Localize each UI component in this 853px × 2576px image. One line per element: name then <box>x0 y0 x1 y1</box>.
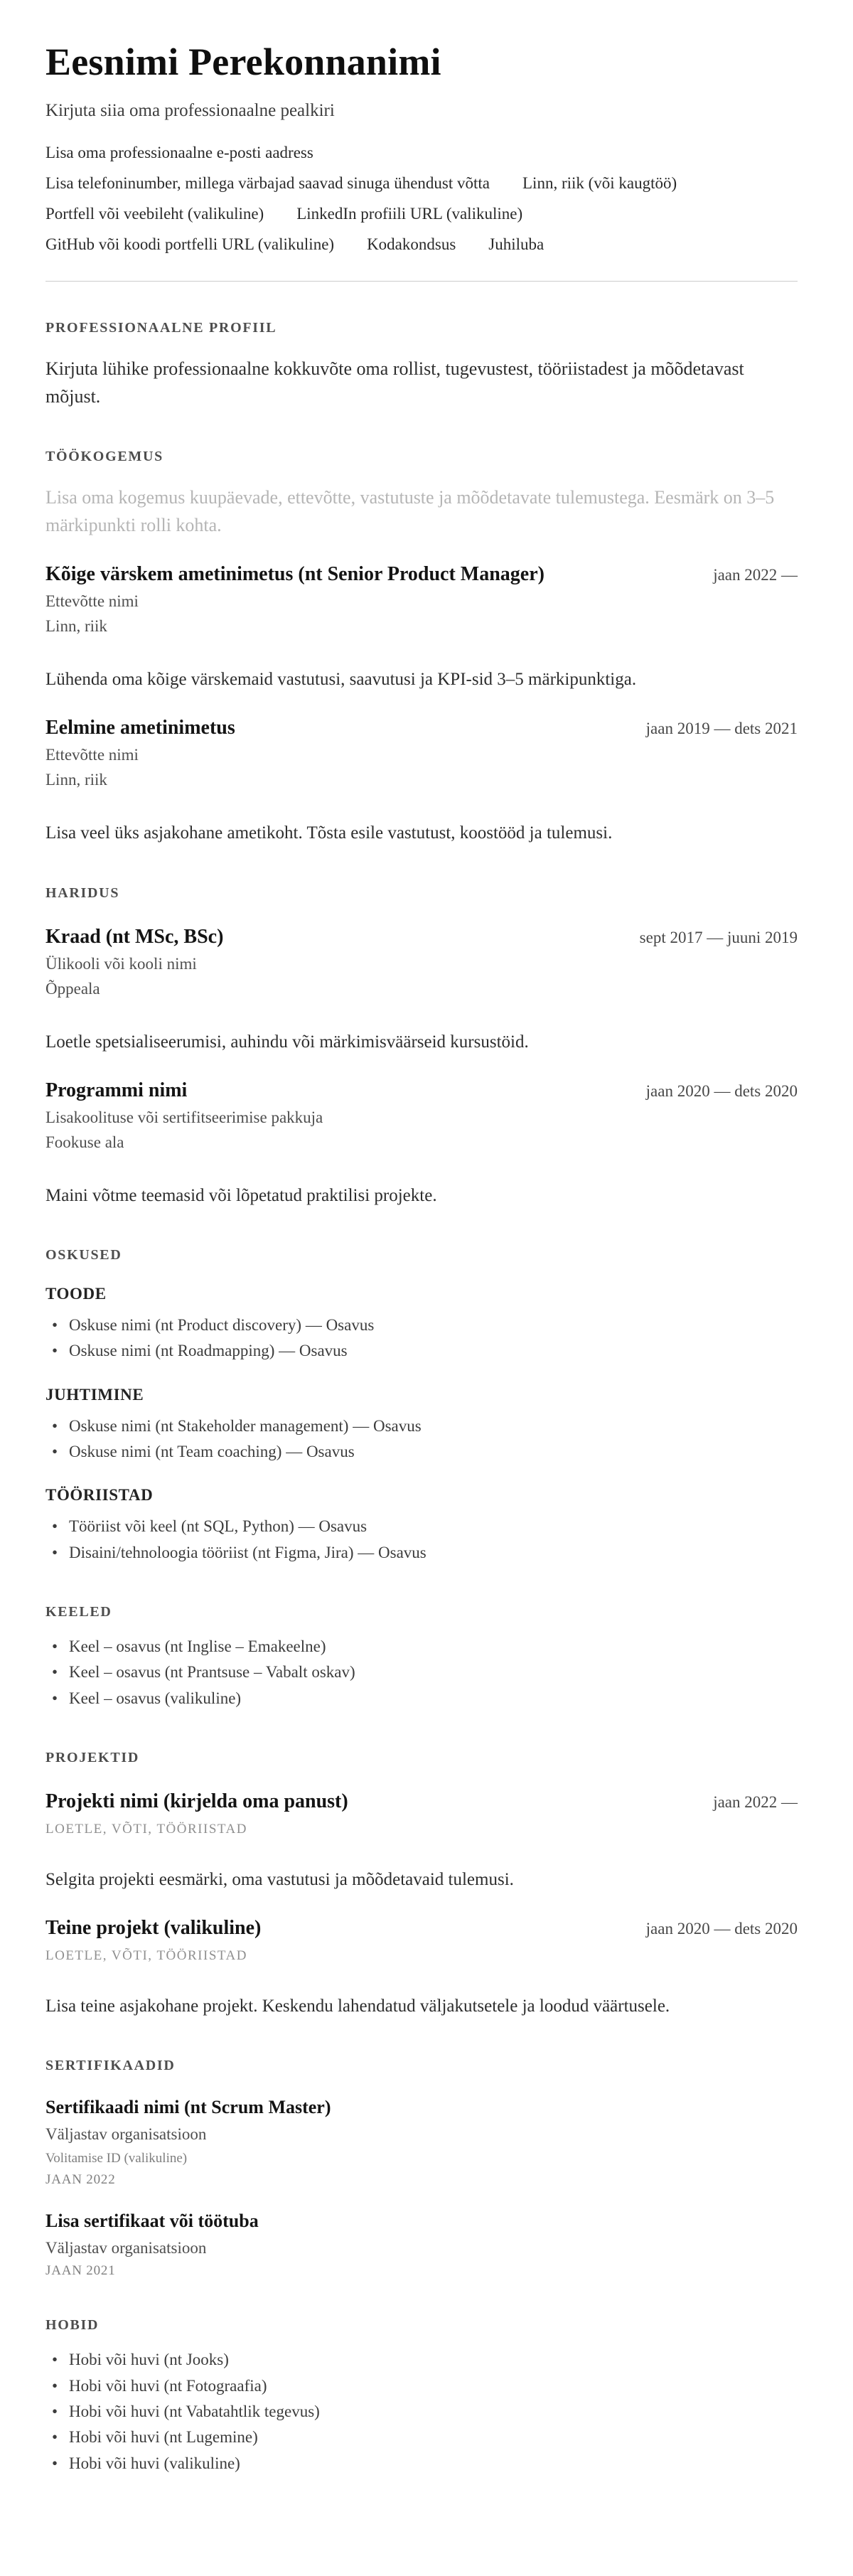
section-skills <box>45 1247 798 1566</box>
skill-list <box>45 1313 798 1364</box>
certification-entry <box>45 2211 798 2279</box>
school-name: Ülikooli või kooli nimi <box>45 954 197 973</box>
project-dates: jaan 2020 — dets 2020 <box>645 1920 798 1938</box>
job-description: Lühenda oma kõige värskemaid vastutusi, saavutusi ja KPI-sid 3–5 märkipunktiga. <box>45 670 637 689</box>
company-name: Ettevõtte nimi <box>45 592 139 610</box>
certifications-heading: SERTIFIKAADID <box>45 2058 176 2074</box>
project-entry <box>45 1917 798 2019</box>
certification-credential-id: Volitamise ID (valikuline) <box>45 2151 188 2166</box>
skill-group-title: TÖÖRIISTAD <box>45 1486 154 1505</box>
resume-header <box>45 40 798 282</box>
entry-header <box>45 717 798 739</box>
project-title: Teine projekt (valikuline) <box>45 1917 262 1940</box>
language-item: • Keel – osavus (valikuline) <box>45 1686 798 1711</box>
company-name: Ettevõtte nimi <box>45 746 139 764</box>
section-hobbies <box>45 2317 798 2476</box>
section-languages <box>45 1604 798 1711</box>
entry-header <box>45 1079 798 1102</box>
field-of-study: Õppeala <box>45 979 100 998</box>
skill-item: • Oskuse nimi (nt Stakeholder management) — Osavus <box>45 1413 798 1439</box>
entry-header <box>45 1917 798 1940</box>
entry-header <box>45 563 798 586</box>
language-item: • Keel – osavus (nt Inglise – Emakeelne) <box>45 1634 798 1660</box>
experience-entry <box>45 717 798 846</box>
experience-entry <box>45 563 798 693</box>
certification-title: Lisa sertifikaat või töötuba <box>45 2211 259 2232</box>
hobby-item: • Hobi või huvi (nt Jooks) <box>45 2347 798 2373</box>
skill-item: • Tööriist või keel (nt SQL, Python) — Osavus <box>45 1514 798 1539</box>
education-dates: sept 2017 — juuni 2019 <box>639 928 798 946</box>
project-dates: jaan 2022 — <box>713 1792 798 1811</box>
full-name: Eesnimi Perekonnanimi <box>45 41 441 83</box>
project-keywords: LOETLE, VÕTI, TÖÖRIISTAD <box>45 1948 247 1964</box>
entry-header <box>45 926 798 948</box>
skills-heading: OSKUSED <box>45 1247 122 1263</box>
job-description: Lisa veel üks asjakohane ametikoht. Tõsta esile vastutust, koostööd ja tulemusi. <box>45 823 613 843</box>
job-location: Linn, riik <box>45 617 107 635</box>
section-projects <box>45 1750 798 2020</box>
education-heading: HARIDUS <box>45 885 120 901</box>
section-certifications <box>45 2058 798 2279</box>
education-description: Loetle spetsialiseerumisi, auhindu või märkimisväärseid kursustöid. <box>45 1032 529 1052</box>
skill-list <box>45 1514 798 1566</box>
header-divider <box>45 281 798 282</box>
contact-location: Linn, riik (või kaugtöö) <box>522 174 677 192</box>
skill-item: • Disaini/tehnoloogia tööriist (nt Figma, Jira) — Osavus <box>45 1540 798 1566</box>
entry-header <box>45 1790 798 1813</box>
project-keywords: LOETLE, VÕTI, TÖÖRIISTAD <box>45 1821 247 1837</box>
hobby-list <box>45 2347 798 2476</box>
job-location: Linn, riik <box>45 771 107 789</box>
field-of-study: Fookuse ala <box>45 1133 124 1151</box>
professional-title: Kirjuta siia oma professionaalne pealkiri <box>45 101 335 120</box>
hobby-item: • Hobi või huvi (nt Lugemine) <box>45 2425 798 2450</box>
skill-group-title: TOODE <box>45 1285 107 1303</box>
skill-group-title: JUHTIMINE <box>45 1385 144 1404</box>
hobby-item: • Hobi või huvi (nt Fotograafia) <box>45 2373 798 2399</box>
languages-heading: KEELED <box>45 1603 112 1620</box>
contact-email: Lisa oma professionaalne e-posti aadress <box>45 144 313 161</box>
skill-list <box>45 1413 798 1465</box>
education-entry <box>45 926 798 1055</box>
degree-title: Kraad (nt MSc, BSc) <box>45 925 224 948</box>
project-title: Projekti nimi (kirjelda oma panust) <box>45 1790 348 1812</box>
experience-heading: TÖÖKOGEMUS <box>45 449 163 464</box>
section-experience <box>45 449 798 847</box>
project-description: Lisa teine asjakohane projekt. Keskendu lahendatud väljakutsetele ja loodud väärtusele. <box>45 1997 670 2016</box>
contact-linkedin: LinkedIn profiili URL (valikuline) <box>296 205 523 223</box>
job-dates: jaan 2019 — dets 2021 <box>645 720 798 738</box>
contact-driving-license: Juhiluba <box>488 235 544 253</box>
skill-item: • Oskuse nimi (nt Team coaching) — Osavus <box>45 1439 798 1465</box>
certification-title: Sertifikaadi nimi (nt Scrum Master) <box>45 2097 331 2118</box>
contact-row-3 <box>45 205 798 223</box>
job-title: Eelmine ametinimetus <box>45 717 235 739</box>
skill-group-product <box>45 1285 798 1364</box>
skill-item: • Oskuse nimi (nt Product discovery) — Osavus <box>45 1313 798 1338</box>
hobby-item: • Hobi või huvi (valikuline) <box>45 2451 798 2476</box>
contact-citizenship: Kodakondsus <box>367 235 456 253</box>
contact-github: GitHub või koodi portfelli URL (valikuline) <box>45 235 335 253</box>
certification-date: JAAN 2021 <box>45 2263 116 2279</box>
certification-issuer: Väljastav organisatsioon <box>45 2239 207 2257</box>
project-description: Selgita projekti eesmärki, oma vastutusi ja mõõdetavaid tulemusi. <box>45 1869 514 1889</box>
hobby-item: • Hobi või huvi (nt Vabatahtlik tegevus) <box>45 2399 798 2425</box>
education-description: Maini võtme teemasid või lõpetatud praktilisi projekte. <box>45 1185 437 1205</box>
job-dates: jaan 2022 — <box>713 566 798 584</box>
certification-date: JAAN 2022 <box>45 2172 116 2188</box>
skill-item: • Oskuse nimi (nt Roadmapping) — Osavus <box>45 1338 798 1364</box>
school-name: Lisakoolituse või sertifitseerimise pakkuja <box>45 1108 323 1126</box>
skill-group-tools <box>45 1486 798 1566</box>
projects-heading: PROJEKTID <box>45 1749 139 1765</box>
section-education <box>45 885 798 1209</box>
education-dates: jaan 2020 — dets 2020 <box>645 1081 798 1100</box>
contact-website: Portfell või veebileht (valikuline) <box>45 205 264 223</box>
section-profile <box>45 320 798 410</box>
hobbies-heading: HOBID <box>45 2317 100 2334</box>
profile-heading: PROFESSIONAALNE PROFIIL <box>45 320 277 336</box>
profile-summary: Kirjuta lühike professionaalne kokkuvõte oma rollist, tugevustest, tööriistadest ja mõõdetavast mõjust. <box>45 358 744 407</box>
contact-row-2 <box>45 174 798 193</box>
job-title: Kõige värskem ametinimetus (nt Senior Product Manager) <box>45 563 544 585</box>
education-entry <box>45 1079 798 1209</box>
degree-title: Programmi nimi <box>45 1079 188 1101</box>
contact-row-1 <box>45 144 798 162</box>
language-list <box>45 1634 798 1711</box>
language-item: • Keel – osavus (nt Prantsuse – Vabalt oskav) <box>45 1660 798 1685</box>
project-entry <box>45 1790 798 1893</box>
contact-block <box>45 144 798 254</box>
experience-placeholder: Lisa oma kogemus kuupäevade, ettevõtte, vastutuste ja mõõdetavate tulemustega. Eesmärk on 3–5 märkipunkti rolli kohta. <box>45 487 775 535</box>
contact-phone: Lisa telefoninumber, millega värbajad saavad sinuga ühendust võtta <box>45 174 490 192</box>
skill-group-leadership <box>45 1386 798 1465</box>
certification-issuer: Väljastav organisatsioon <box>45 2125 207 2144</box>
certification-entry <box>45 2097 798 2188</box>
contact-row-4 <box>45 235 798 254</box>
